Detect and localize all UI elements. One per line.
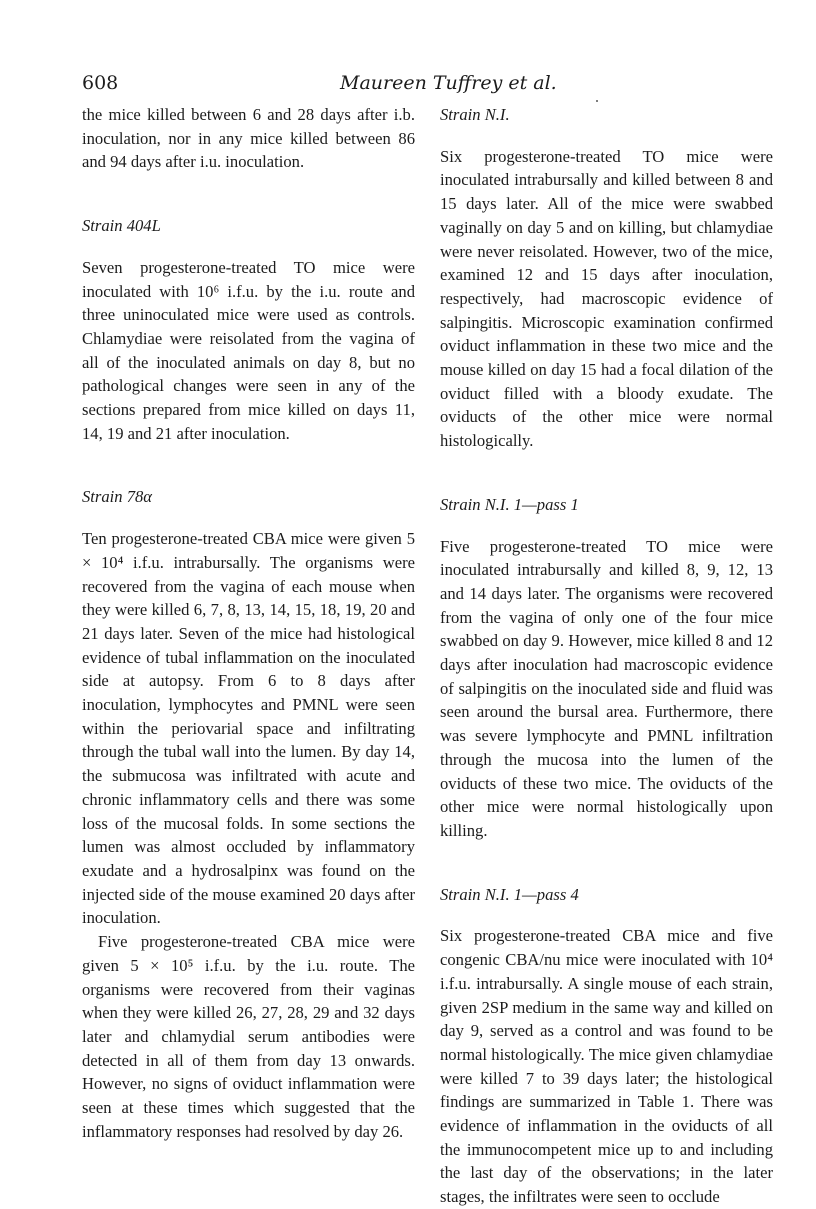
- paragraph-strain-78a-2: Five progesterone-treated CBA mice were given 5 × 10⁵ i.f.u. by the i.u. route. The organisms were recovered from their vaginas when they were killed 26, 27, 28, 29 and 32 days later and chlamydial serum antibodies were detected in all of them from day 13 onwards. However, no signs of oviduct inflammation were seen at these times which suggested that the inflammatory responses had resolved by day 26.: [82, 932, 415, 1141]
- spacer: [440, 453, 773, 493]
- spacer: [440, 843, 773, 883]
- paragraph-strain-404l: Seven progesterone-treated TO mice were inoculated with 10⁶ i.f.u. by the i.u. route and three uninoculated mice were used as controls. Chlamydiae were reisolated from the vagina of all of the inoculated animals on day 8, but no pathological changes were seen in any of the sections prepared from mice killed on days 11, 14, 19 and 21 after inoculation.: [82, 257, 415, 443]
- right-column: [440, 103, 773, 1209]
- running-head: Maureen Tuffrey et al.: [340, 72, 557, 94]
- spacer: [82, 174, 415, 214]
- paragraph-strain-ni-pass4: Six progesterone-treated CBA mice and five congenic CBA/nu mice were inoculated with 10⁴ i.f.u. intrabursally. A single mouse of each strain, given 2SP medium in the same way and killed on day 9, served as a control and was found to be normal histologically. The mice given chlamydiae were killed 7 to 39 days later; the histological findings are summarized in Table 1. There was evidence of inflammation in the oviducts of all the immunocompetent mice up to and including the last day of the observations; in the later stages, the infiltrates were seen to occlude: [440, 926, 773, 1207]
- page-header: [82, 70, 772, 100]
- page-number: 608: [82, 72, 119, 94]
- paragraph-strain-78a-1: Ten progesterone-treated CBA mice were given 5 × 10⁴ i.f.u. intrabursally. The organisms were recovered from the vagina of each mouse when they were killed 6, 7, 8, 13, 14, 15, 18, 19, 20 and 21 days later. Seven of the mice had histological evidence of tubal inflammation on the inoculated side at autopsy. From 6 to 8 days after inoculation, lymphocytes and PMNL were seen within the periovarial space and infiltrating through the tubal wall into the lumen. By day 14, the submucosa was infiltrated with acute and chronic inflammatory cells and there was some loss of the mucosal folds. In some sections the lumen was almost occluded by inflammatory exudate and a hydrosalpinx was found on the injected side of the mouse examined 20 days after inoculation.: [82, 529, 415, 928]
- spacer: [82, 445, 415, 485]
- heading-strain-ni-pass1: Strain N.I. 1—pass 1: [440, 494, 579, 514]
- intro-paragraph: the mice killed between 6 and 28 days after i.b. inoculation, nor in any mice killed between 86 and 94 days after i.u. inoculation.: [82, 105, 415, 172]
- heading-strain-ni: Strain N.I.: [440, 105, 510, 124]
- left-column: [82, 103, 415, 1143]
- heading-strain-404l: Strain 404L: [82, 216, 161, 236]
- heading-strain-78a: Strain 78α: [82, 487, 153, 507]
- stray-mark: [596, 100, 598, 102]
- heading-strain-ni-pass4: Strain N.I. 1—pass 4: [440, 884, 579, 904]
- paragraph-strain-ni-pass1: Five progesterone-treated TO mice were inoculated intrabursally and killed 8, 9, 12, 13 and 14 days later. The organisms were recovered from the vagina of only one of the four mice swabbed on day 9. However, mice killed 8 and 12 days after inoculation had macroscopic evidence of salpingitis on the inoculated side and fluid was seen around the bursal area. Furthermore, there was severe lymphocyte and PMNL infiltration through the mucosa into the lumen of the oviducts of these two mice. The oviducts of the other mice were normal histologically upon killing.: [440, 536, 773, 840]
- paragraph-strain-ni: Six progesterone-treated TO mice were inoculated intrabursally and killed between 8 and 15 days later. All of the mice were swabbed vaginally on day 5 and on killing, but chlamydiae were never reisolated. However, two of the mice, examined 12 and 15 days after inoculation, respectively, had macroscopic evidence of salpingitis. Microscopic examination confirmed oviduct inflammation in these two mice and the mouse killed on day 15 had a focal dilation of the oviduct filled with a bloody exudate. The oviducts of the other mice were normal histologically.: [440, 146, 773, 451]
